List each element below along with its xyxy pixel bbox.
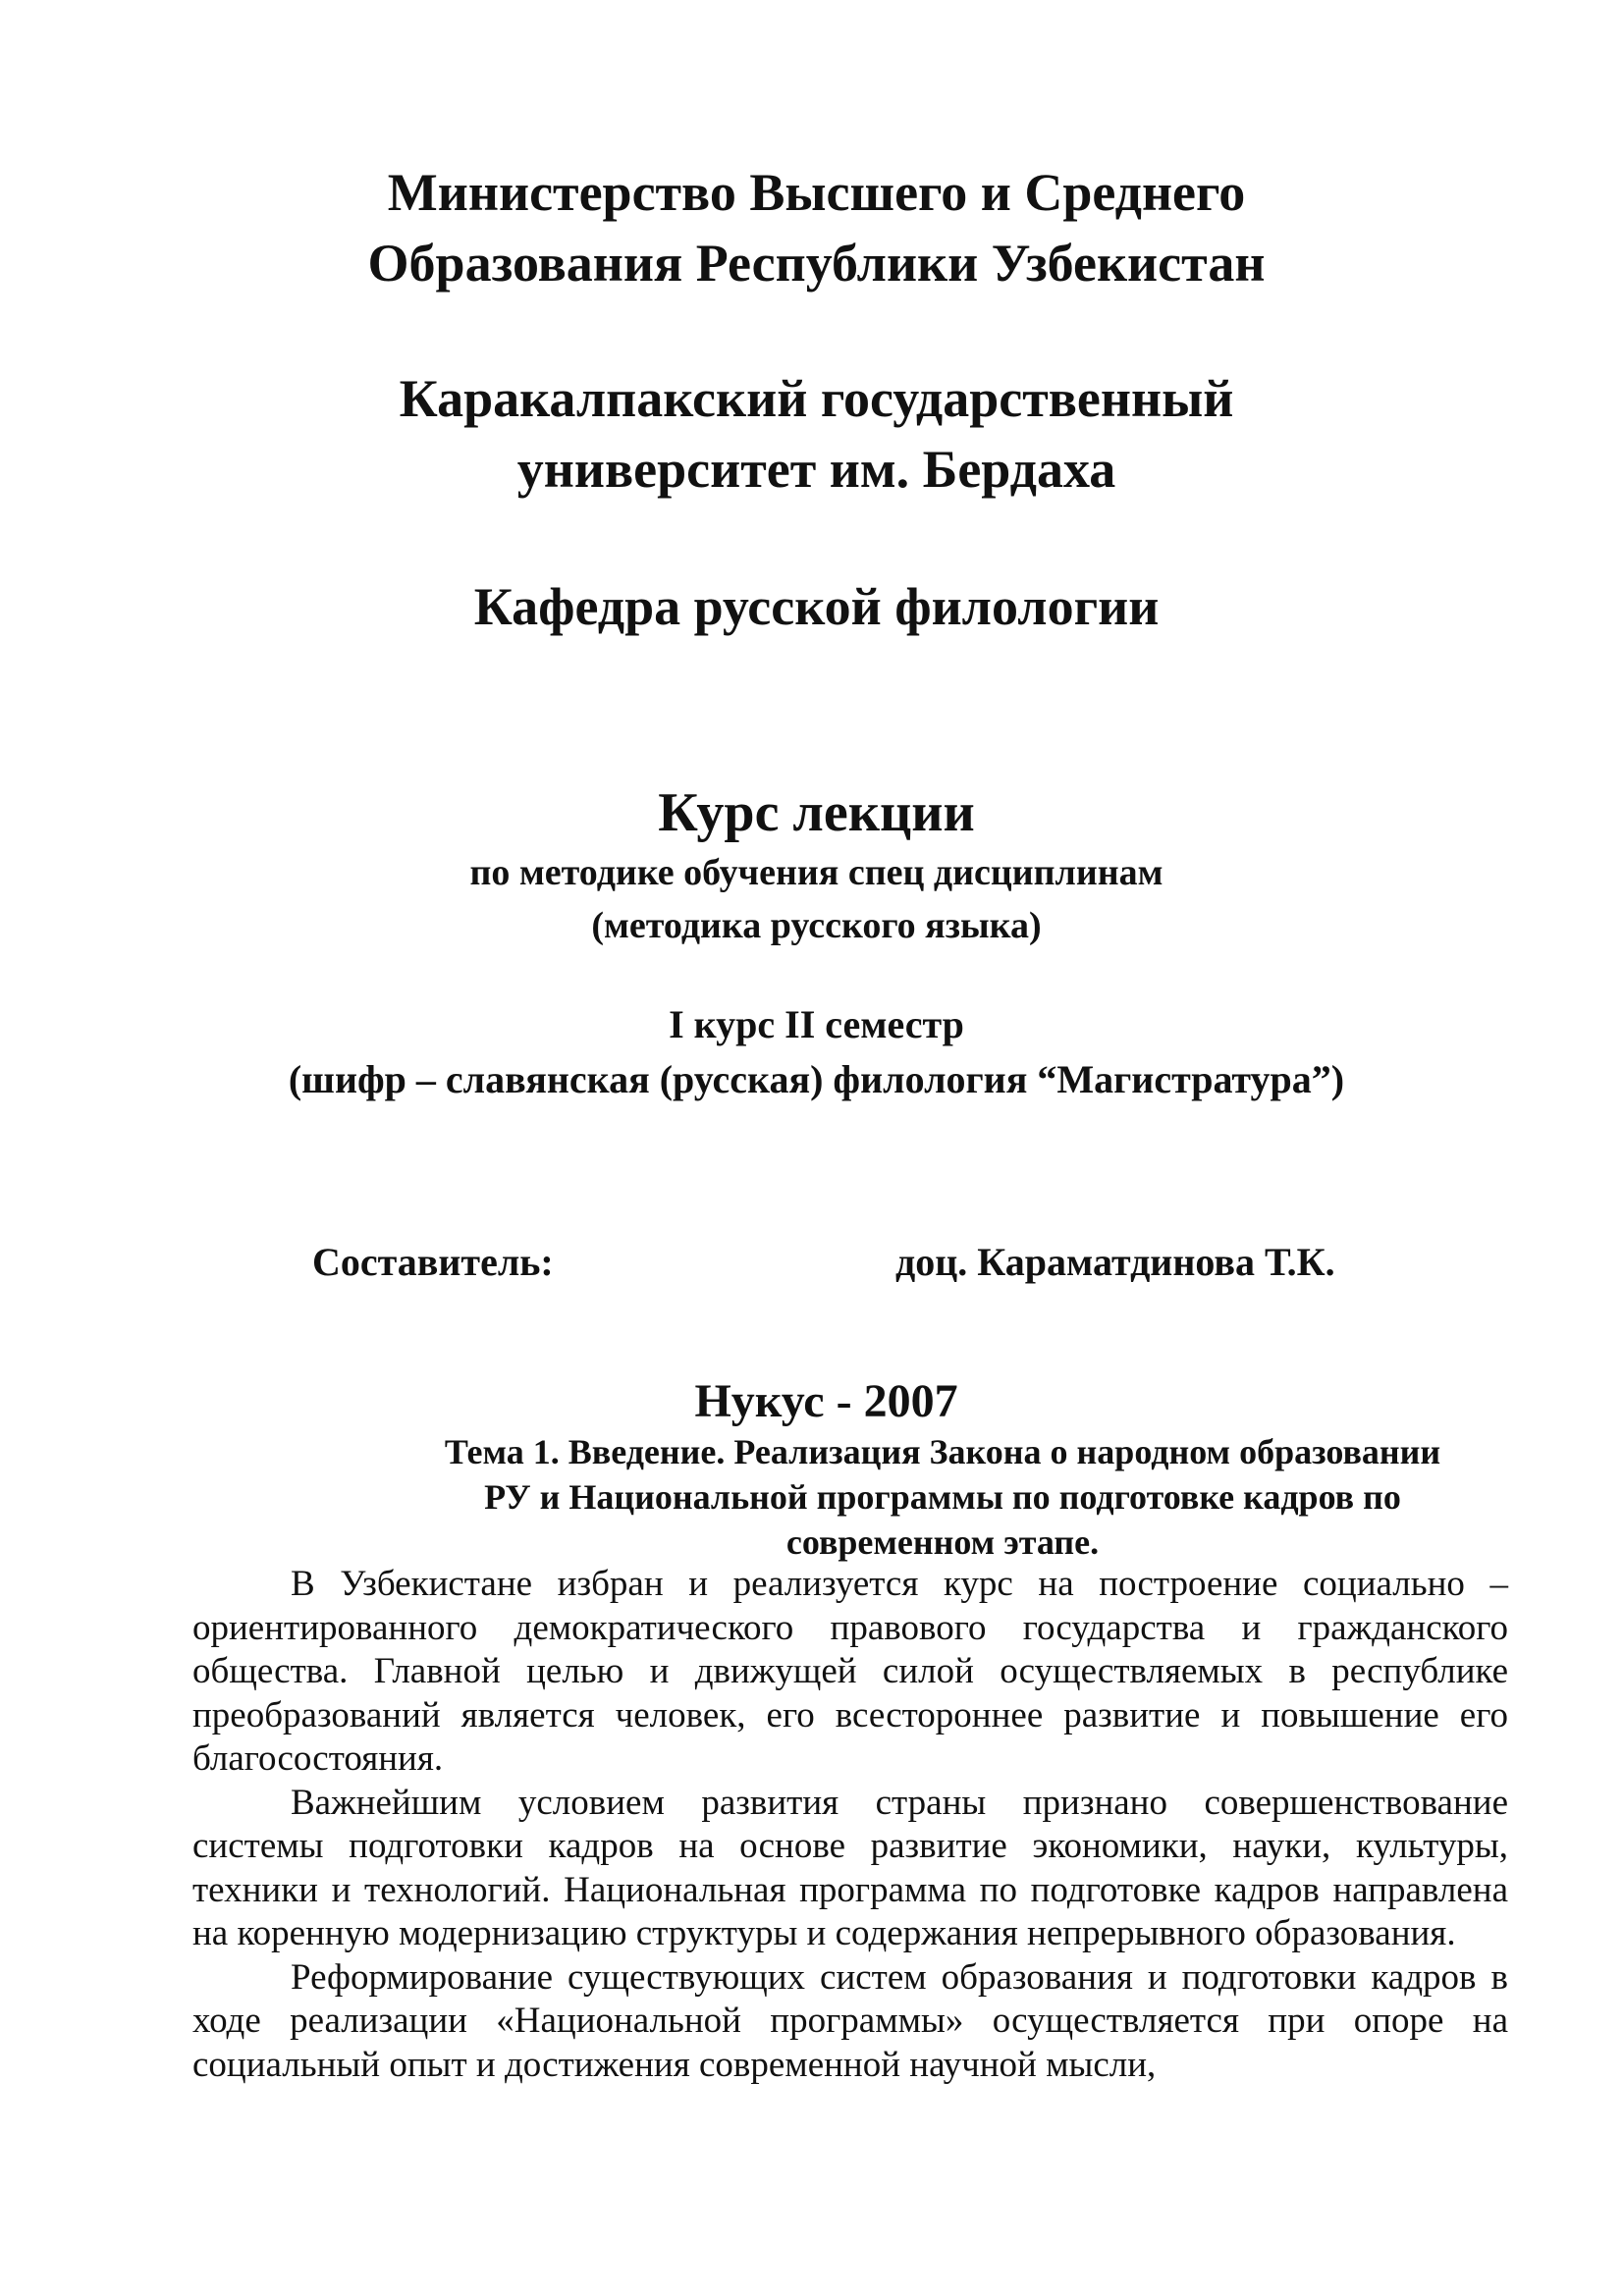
- university-line-1: Каракалпакский государственный: [399, 369, 1234, 428]
- compiler-label: Составитель:: [312, 1240, 554, 1284]
- topic-line-3: современном этапе.: [785, 1522, 1100, 1562]
- course-subtitle-line-1: по методике обучения спец дисциплинам: [469, 852, 1163, 893]
- semester-line-1: I курс II семестр: [669, 1002, 964, 1046]
- compiler-name: доц. Караматдинова Т.К.: [895, 1240, 1335, 1284]
- course-subtitle: [0, 846, 1623, 952]
- department-name: Кафедра русской филологии: [473, 577, 1160, 636]
- city-year: Нукус - 2007: [694, 1375, 958, 1427]
- semester-info: [0, 997, 1623, 1107]
- semester-line-2: (шифр – славянская (русская) филология “Магистратура”): [288, 1057, 1345, 1101]
- topic-heading: [393, 1429, 1492, 1565]
- paragraph-3: Реформирование существующих систем образования и подготовки кадров в ходе реализации «Национальной программы» осуществляется при опоре на социальный опыт и достижения современной научной мысли,: [192, 1956, 1508, 2085]
- university-line-2: университет им. Бердаха: [516, 440, 1116, 499]
- university-heading: [0, 363, 1623, 505]
- body-text: [192, 1563, 1508, 2087]
- ministry-line-2: Образования Республики Узбекистан: [367, 234, 1266, 293]
- course-subtitle-line-2: (методика русского языка): [591, 905, 1042, 946]
- paragraph-1: В Узбекистане избран и реализуется курс на построение социально – ориентированного демократического правового государства и гражданского общества. Главной целью и движущей силой осуществляемых в республике преобразований является человек, его всестороннее развитие и повышение его благосостояния.: [192, 1564, 1508, 1779]
- department-heading: [0, 571, 1623, 642]
- course-title: Курс лекции: [658, 782, 975, 843]
- paragraph-2: Важнейшим условием развития страны признано совершенствование системы подготовки кадров на основе развитие экономики, науки, культуры, техники и технологий. Национальная программа по подготовке кадров направлена на коренную модернизацию структуры и содержания непрерывного образования.: [192, 1782, 1508, 1953]
- ministry-line-1: Министерство Высшего и Среднего: [387, 163, 1246, 222]
- topic-line-1: Тема 1. Введение. Реализация Закона о народном образовании: [444, 1432, 1441, 1471]
- ministry-heading: [0, 157, 1623, 298]
- topic-line-2: РУ и Национальной программы по подготовке кадров по: [484, 1477, 1401, 1517]
